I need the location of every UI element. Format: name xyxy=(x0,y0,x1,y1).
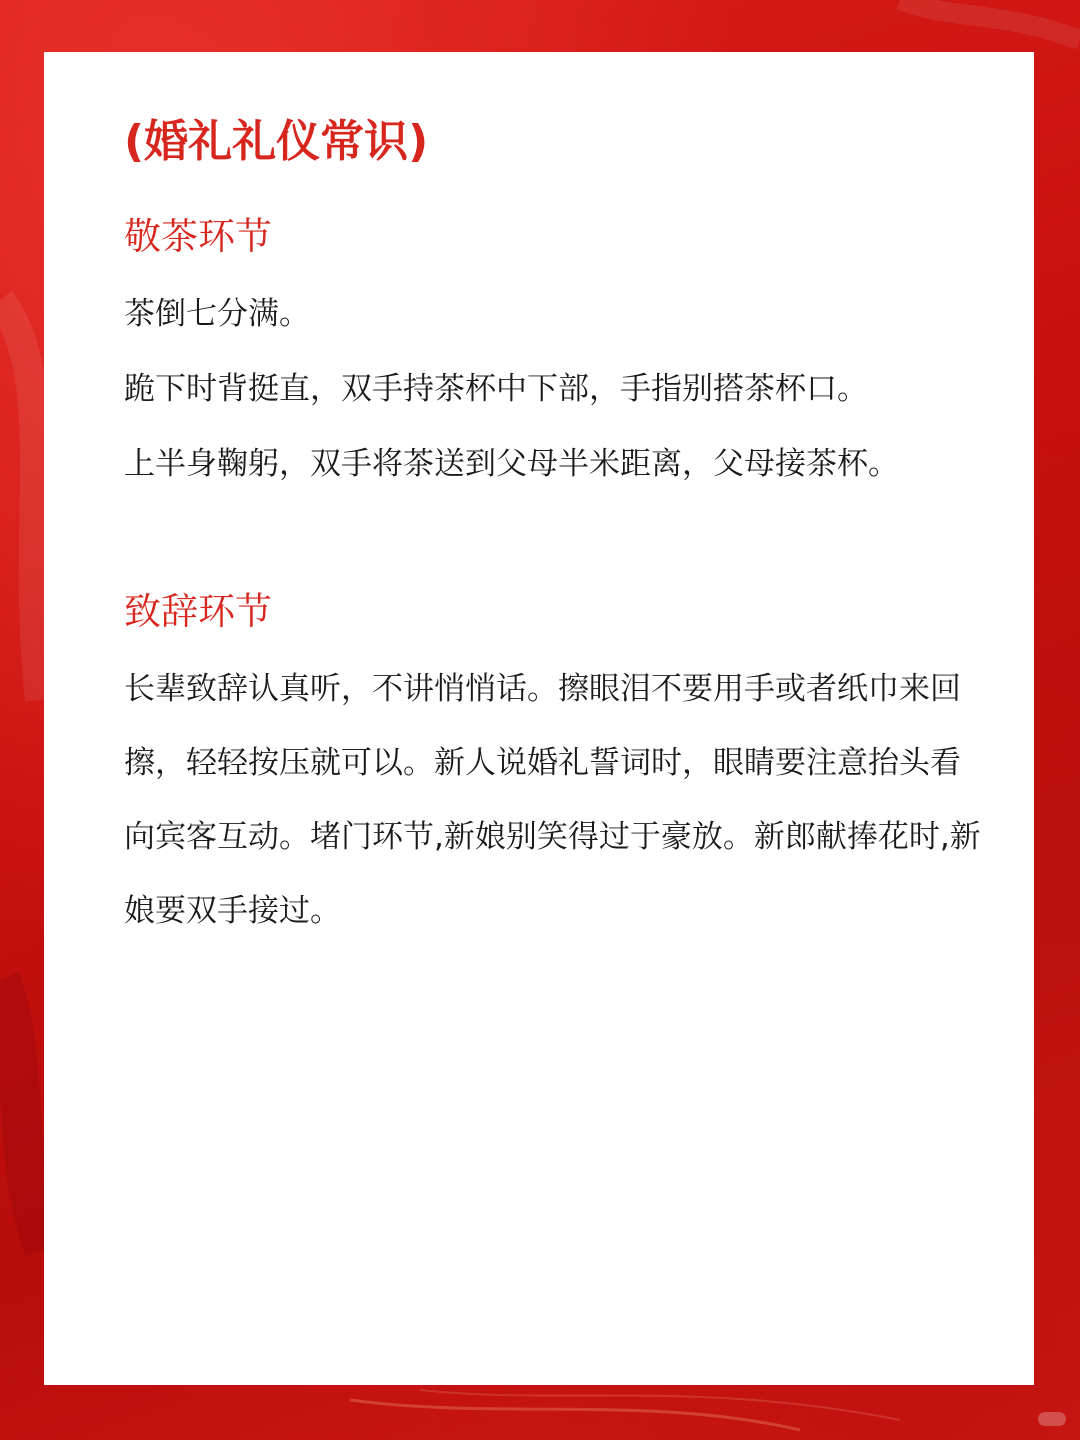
section-heading-speech: 致辞环节 xyxy=(124,590,272,633)
paragraph-tea-1: 茶倒七分满。 xyxy=(124,296,310,332)
paragraph-speech: 长辈致辞认真听，不讲悄悄话。擦眼泪不要用手或者纸巾来回擦，轻轻按压就可以。新人说婚礼誓词时，眼睛要注意抬头看向宾客互动。堵门环节,新娘别笑得过于豪放。新郎献捧花时,新娘要双手接过。 xyxy=(124,671,981,929)
content-card xyxy=(44,52,1034,1385)
paragraph-tea-3: 上半身鞠躬，双手将茶送到父母半米距离，父母接茶杯。 xyxy=(124,446,899,482)
watermark-badge xyxy=(1038,1412,1066,1426)
section-heading-tea: 敬茶环节 xyxy=(124,215,272,258)
paragraph-tea-2: 跪下时背挺直，双手持茶杯中下部，手指别搭茶杯口。 xyxy=(124,371,868,407)
page-title: (婚礼礼仪常识) xyxy=(124,116,429,167)
